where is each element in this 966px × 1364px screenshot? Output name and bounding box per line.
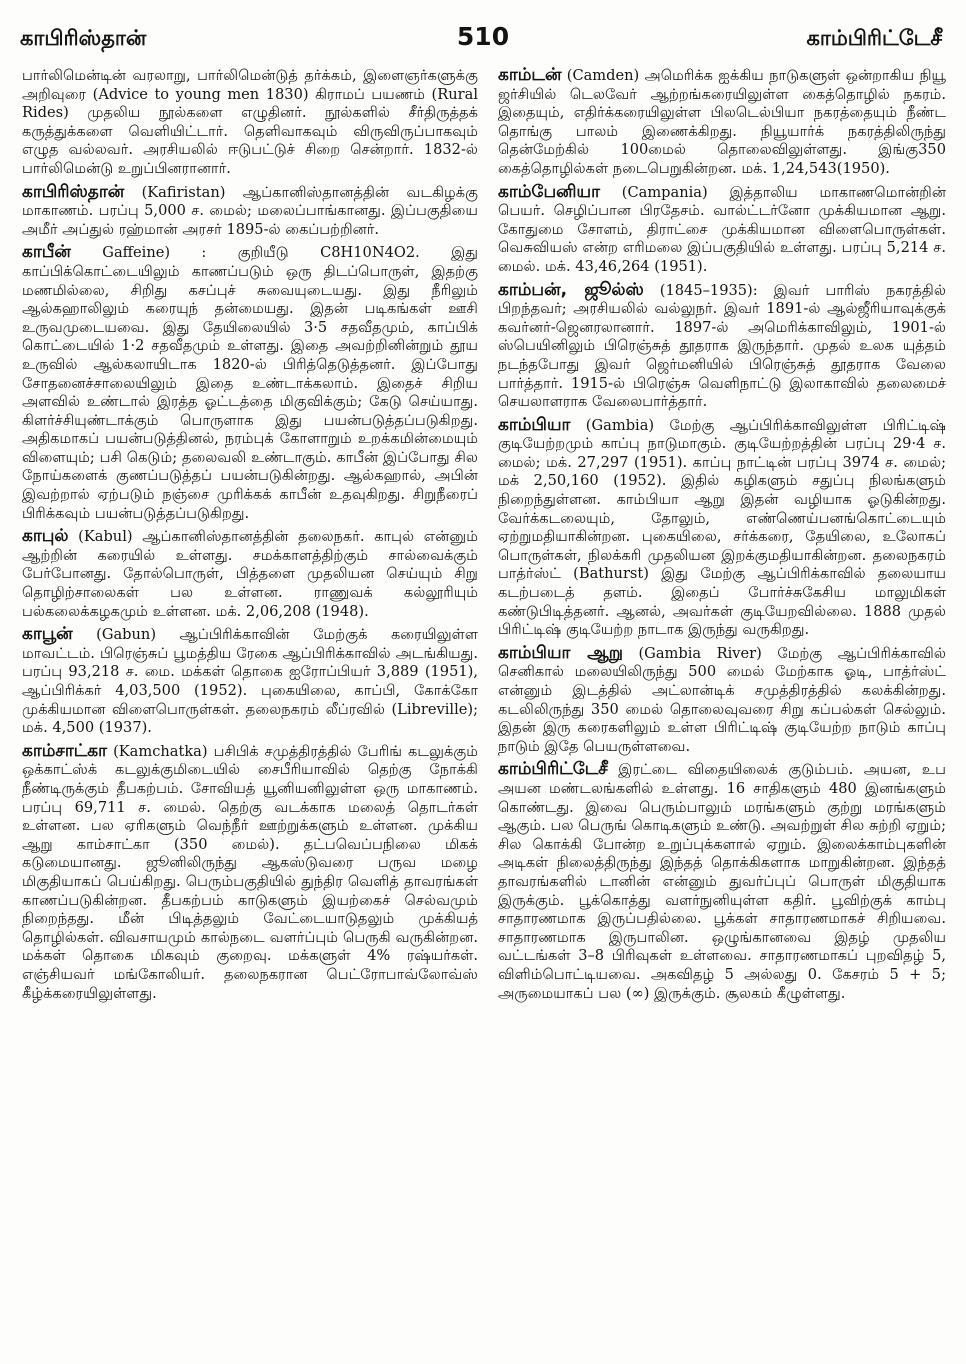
- entry-text: (Kamchatka) பசிபிக் சமுத்திரத்தில் பேரிங் கடலுக்கும் ஒக்காட்ஸ்க் கடலுக்குமிடையில் சைபீரியாவில் தெற்கு நோக்கி நீண்டிருக்கும் தீபகற்பம். சோவியத் யூனியனிலுள்ள ஒரு மாகாணம். பரப்பு 69,711 ச. மைல். தெற்கு வடக்காக மலைத் தொடர்கள் உள்ளன. பல ஏரிகளும் வெந்நீர் ஊற்றுக்களும் உள்ளன. முக்கிய ஆறு காம்சாட்கா (350 மைல்). தட்பவெப்பநிலை மிகக் கடுமையானது. ஜூனிலிருந்து ஆகஸ்டுவரை பருவ மழை மிகுதியாகப் பெய்கிறது. பெரும்பகுதியில் துந்திர வெளித் தாவரங்கள் காணப்படுகின்றன. தீபகற்பம் காடுகளும் இயற்கைச் செல்வமும் நிறைந்தது. மீன் பிடித்தலும் வேட்டையாடுதலும் முக்கியத் தொழில்கள். விவசாயமும் கால்நடை வளர்ப்பும் பெருகி வருகின்றன. மக்கள் தொகை மிகவும் குறைவு. மக்களுள் 4% ரஷ்யர்கள். எஞ்சியவர் மங்கோலியர். தலைநகரான பெட்ரோபாவ்லோவ்ஸ் கீழ்க்கரையிலுள்ளது.: [22, 742, 478, 1002]
- entry-kabul: [22, 527, 478, 621]
- entry-text: இரட்டை விதையிலைக் குடும்பம். அயன, உப அயன மண்டலங்களில் உள்ளது. 16 சாதிகளும் 480 இனங்களும் கொண்டது. இவை பெரும்பாலும் மரங்களும் குற்று மரங்களும் ஆகும். பல பெருங் கொடிகளும் உண்டு. அவற்றுள் சில சுற்றி ஏறும்; சில கொக்கி போன்ற உறுப்புக்களால் ஏறும். இலைக்காம்புகளின் அடிகள் நிலைத்திருந்து இந்தத் தொக்கிகளாக மாறுகின்றன. இந்தத் தாவரங்களில் டானின் என்னும் துவர்ப்புப் பொருள் மிகுதியாக இருக்கும். பூக்கொத்து வளர்நுனியுள்ள கதிர். பூவிற்குக் காம்பு சாதாரணமாக இருப்பதில்லை. பூக்கள் சாதாரணமாகச் சிறியவை. சாதாரணமாக இருபாலின. ஒழுங்கானவை இதழ் முதலிய வட்டங்கள் 3–8 பிரிவுகள் உள்ளவை. சாதாரணமாகப் புறவிதழ் 5, விளிம்பொட்டியவை. அகவிதழ் 5 அல்லது 0. கேசரம் 5 + 5; அருமையாகப் பல (∞) இருக்கும். சூலகம் கீழுள்ளது.: [498, 761, 946, 1002]
- entry-campania: [498, 183, 946, 277]
- entry-headword: காபீன்: [22, 242, 71, 263]
- entry-headword: காம்பியா ஆறு: [498, 642, 623, 663]
- entry-continued: [22, 66, 478, 179]
- entry-kafiristan: [22, 183, 478, 240]
- entry-text: (Kafiristan) ஆப்கானிஸ்தானத்தின் வடகிழக்கு மாகாணம். பரப்பு 5,000 ச. மைல்; மலைப்பாங்கானது. இப்பகுதியை அமீர் அப்துல் ரஹ்மான் அரசர் 1895-ல் கைப்பற்றினர்.: [22, 183, 478, 238]
- entry-gambia: [498, 416, 946, 640]
- left-column: [22, 66, 478, 1356]
- running-head-right: காம்பிரிட்டேசீ: [806, 26, 942, 50]
- entry-cambon-jules: [498, 281, 946, 412]
- entry-text: (Kabul) ஆப்கானிஸ்தானத்தின் தலைநகர். காபுல் என்னும் ஆற்றின் கரையில் உள்ளது. சமக்காளத்திற்கும் சால்வைக்கும் பேர்போனது. தோல்பொருள், பித்தளை முதலியன செய்யும் சிறு தொழிற்சாலைகள் பல உள்ளன. ராணுவக் கல்லூரியும் பல்கலைக்கழகமும் உள்ளன. மக். 2,06,208 (1948).: [22, 528, 478, 620]
- entry-text: (Gambia River) மேற்கு ஆப்பிரிக்காவில் செனிகால் மலையிலிருந்து 500 மைல் மேற்காக ஓடி, பாத்ர்ஸ்ட் என்னும் இடத்தில் அட்லான்டிக் சமுத்திரத்தில் கலக்கின்றது. கடலிலிருந்து 350 மைல் தொலைவுவரை சிறு கப்பல்கள் செல்லும். இதன் இரு கரைகளிலும் உள்ள பிரிட்டிஷ் குடியேற்ற நாடும் காப்பு நாடும் இதே பெயருள்ளவை.: [498, 644, 946, 755]
- entry-headword: காம்பியா: [498, 414, 571, 435]
- entry-combretaceae: [498, 760, 946, 1003]
- running-head-left: காபிரிஸ்தான்: [20, 26, 147, 50]
- entry-text: Gaffeine) : குறியீடு C8H10N4O2. இது காப்பிக்கொட்டையிலும் காணப்படும் ஒரு திடப்பொருள், இதற்கு மணமில்லை, சிறிது கசப்புச் சுவையுடையது. இது நீரிலும் ஆல்கஹாலிலும் கரையுந் தன்மையது. இதன் படிகங்கள் ஊசி உருவமுடையவை. இது தேயிலையில் 3·5 சதவீதமும், காப்பிக் கொட்டையில் 1·2 சதவீதமும் உள்ளது. இதை அவற்றினின்றும் தூய உருவில் ஆல்கலாயிடாக 1820-ல் பிரித்தெடுத்தனர். இப்போது சோதனைச்சாலையிலும் இதை உண்டாக்கலாம். இதைச் சிறிய அளவில் உண்டால் இரத்த ஓட்டத்தை மிகுவிக்கும்; கேடு செய்யாது. கிளர்ச்சியுண்டாக்கும் பொருளாக இது பயன்படுத்தப்படுகிறது. அதிகமாகப் பயன்படுத்தினல், நரம்புக் கோளாறும் உறக்கமின்மையும் விளையும்; பசி கெடும்; தலைவலி உண்டாகும். காபீன் இப்போது சில நோய்களைக் குணப்படுத்தப் பயன்படுகின்றது. ஆல்கஹால், அபின் இவற்றால் ஏற்படும் நஞ்சை முரிக்கக் காபீன் உதவுகிறது. சிறுநீரைப் பிரிக்கவும் பயன்படுத்தப்படுகிறது.: [22, 244, 478, 522]
- entry-headword: காம்டன்: [498, 66, 562, 85]
- entry-text: (Gabun) ஆப்பிரிக்காவின் மேற்குக் கரையிலுள்ள மாவட்டம். பிரெஞ்சுப் பூமத்திய ரேகை ஆப்பிரிக்காவில் அடங்கியது. பரப்பு 93,218 ச. மை. மக்கள் தொகை ஐரோப்பியர் 3,889 (1951), ஆப்பிரிக்கர் 4,03,500 (1952). புகையிலை, காப்பி, கோக்கோ முக்கியமான விளைபொருள்கள். தலைநகரம் லீப்ரவில் (Libreville); மக். 4,500 (1937).: [22, 626, 478, 737]
- entry-text: (Campania) இத்தாலிய மாகாணமொன்றின் பெயர். செழிப்பான பிரதேசம். வால்ட்டர்னோ முக்கியமான ஆறு. கோதுமை சோளம், திராட்சை முக்கியமான விளைபொருள்கள். வெசுவியஸ் என்ற எரிமலை இப்பகுதியில் உள்ளது. பரப்பு 5,214 ச. மைல். மக். 43,46,264 (1951).: [498, 183, 946, 275]
- entry-headword: காம்பன், ஜூல்ஸ்: [498, 279, 644, 300]
- entry-kamchatka: [22, 742, 478, 1003]
- entry-headword: காம்பிரிட்டேசீ: [498, 759, 608, 780]
- page-number: 510: [456, 22, 510, 51]
- entry-camden: [498, 66, 946, 179]
- entry-caffeine: [22, 243, 478, 523]
- entry-text: (Camden) அமெரிக்க ஐக்கிய நாடுகளுள் ஒன்றாகிய நியூ ஜர்சியில் டெலவேர் ஆற்றங்கரையிலுள்ள கைத்தொழில் நகரம். இதையும், எதிர்க்கரையிலுள்ள பிலடெல்பியா நகரத்தையும் நீண்ட தொங்கு பாலம் இணைக்கிறது. நியூயார்க் நகரத்திலிருந்து தென்மேற்கில் 100மைல் தொலைவிலுள்ளது. இங்கு350 கைத்தொழில்கள் நடைபெறுகின்றன. மக். 1,24,543(1950).: [498, 67, 946, 177]
- entry-text: (Gambia) மேற்கு ஆப்பிரிக்காவிலுள்ள பிரிட்டிஷ் குடியேற்றமும் காப்பு நாடுமாகும். குடியேற்றத்தின் பரப்பு 29·4 ச. மைல்; மக். 27,297 (1951). காப்பு நாட்டின் பரப்பு 3974 ச. மைல்; மக் 2,50,160 (1952). இதில் கழிகளும் சதுப்பு நிலங்களும் நிறைந்துள்ளன. காம்பியா ஆறு இதன் வழியாக ஓடுகின்றது. வேர்க்கடலையும், தோலும், எண்ணெய்பனங்கொட்டையும் ஏற்றுமதியாகின்றன. புகையிலை, சர்க்கரை, தேயிலை, உலோகப் பொருள்கள், நிலக்கரி முதலியன இறக்குமதியாகின்றன. தலைநகரம் பாத்ர்ஸ்ட் (Bathurst) இது மேற்கு ஆப்பிரிக்காவில் தலையாய கடற்படைத் தளம். இதைப் போர்ச்சுகேசிய மாலுமிகள் கண்டுபிடித்தனர். ஆனல், அவர்கள் குடியேறவில்லை. 1888 முதல் பிரிட்டிஷ் குடியேற்ற நாடாக இருந்து வருகிறது.: [498, 416, 946, 639]
- entry-headword: காபூன்: [22, 624, 73, 645]
- entry-headword: காம்பேனியா: [498, 181, 600, 202]
- entry-text: பார்லிமென்டின் வரலாறு, பார்லிமென்டுத் தர்க்கம், இளைஞர்களுக்கு அறிவுரை (Advice to young men 1830) கிராமப் பயணம் (Rural Rides) முதலிய நூல்களை எழுதினர். நூல்களில் சீர்திருத்தக் கருத்துக்களை வெளியிட்டார். தெளிவாகவும் விருவிருப்பாகவும் எழுத வல்லவர். அரசியலில் ஈடுபட்டுச் சிறை சென்றார். 1832-ல் பார்லிமென்டு உறுப்பினரானார்.: [22, 67, 478, 177]
- right-column: [498, 66, 946, 1356]
- entry-headword: காம்சாட்கா: [22, 740, 108, 761]
- entry-gambia-river: [498, 644, 946, 757]
- entry-gabun: [22, 625, 478, 738]
- entry-text: (1845–1935): இவர் பாரிஸ் நகரத்தில் பிறந்தவர்; அரசியலில் வல்லுநர். இவர் 1891-ல் ஆல்ஜீரியாவுக்குக் கவர்னர்-ஜெனரலானார். 1897-ல் அமெரிக்காவிலும், 1901-ல் ஸ்பெயினிலும் பிரெஞ்சுத் தூதராக இருந்தார். முதல் உலக யுத்தம் நடந்தபோது இவர் ஜெர்மனியில் பிரெஞ்சுத் தூதராக வேலை பார்த்தார். 1915-ல் பிரெஞ்சு வெளிநாட்டு இலாகாவில் தலைமைச் செயலாளராக வேலைபார்த்தார்.: [498, 281, 946, 411]
- entry-headword: காபிரிஸ்தான்: [22, 181, 125, 202]
- entry-headword: காபுல்: [22, 526, 69, 547]
